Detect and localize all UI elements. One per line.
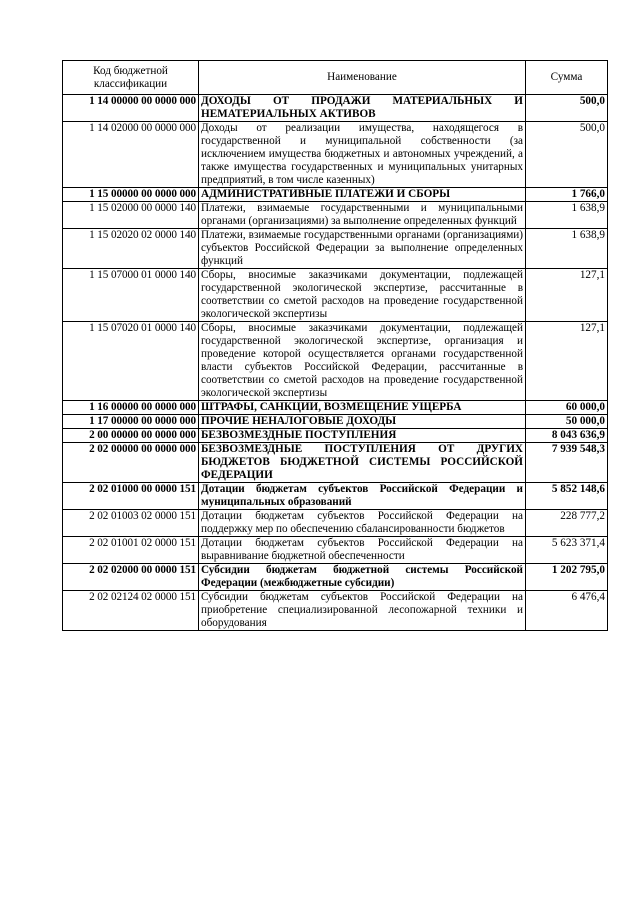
table-body [63, 95, 608, 631]
row-sum-cell: 127,1 [526, 322, 608, 401]
row-code-cell: 1 14 02000 00 0000 000 [63, 122, 199, 188]
budget-revenue-table [62, 60, 608, 631]
row-sum-cell: 500,0 [526, 122, 608, 188]
table-row [63, 269, 608, 322]
row-name-cell: Субсидии бюджетам субъектов Российской Федерации на приобретение специализированной лесопожарной техники и оборудования [199, 591, 526, 631]
row-sum-cell: 5 852 148,6 [526, 483, 608, 510]
row-code-cell: 2 02 02000 00 0000 151 [63, 564, 199, 591]
table-row [63, 510, 608, 537]
row-sum-cell: 1 766,0 [526, 188, 608, 202]
row-sum-cell: 50 000,0 [526, 415, 608, 429]
row-code-cell: 2 02 01000 00 0000 151 [63, 483, 199, 510]
table-row [63, 591, 608, 631]
row-code-cell: 1 15 07000 01 0000 140 [63, 269, 199, 322]
table-row [63, 429, 608, 443]
table-row [63, 229, 608, 269]
row-name-cell: ПРОЧИЕ НЕНАЛОГОВЫЕ ДОХОДЫ [199, 415, 526, 429]
row-code-cell: 1 14 00000 00 0000 000 [63, 95, 199, 122]
row-name-cell: АДМИНИСТРАТИВНЫЕ ПЛАТЕЖИ И СБОРЫ [199, 188, 526, 202]
row-sum-cell: 1 638,9 [526, 202, 608, 229]
row-code-cell: 2 02 02124 02 0000 151 [63, 591, 199, 631]
row-code-cell: 1 15 02000 00 0000 140 [63, 202, 199, 229]
row-sum-cell: 500,0 [526, 95, 608, 122]
table-row [63, 483, 608, 510]
row-code-cell: 1 15 02020 02 0000 140 [63, 229, 199, 269]
table-row [63, 537, 608, 564]
row-name-cell: Дотации бюджетам субъектов Российской Федерации на поддержку мер по обеспечению сбалансированности бюджетов [199, 510, 526, 537]
row-code-cell: 1 15 07020 01 0000 140 [63, 322, 199, 401]
row-sum-cell: 228 777,2 [526, 510, 608, 537]
row-sum-cell: 127,1 [526, 269, 608, 322]
row-name-cell: Доходы от реализации имущества, находящегося в государственной и муниципальной собственности (за исключением имущества бюджетных и автономных учреждений, а также имущества государственных и муниципальных унитарных предприятий, в том числе казенных) [199, 122, 526, 188]
row-code-cell: 1 17 00000 00 0000 000 [63, 415, 199, 429]
table-row [63, 202, 608, 229]
row-code-cell: 2 02 00000 00 0000 000 [63, 443, 199, 483]
row-sum-cell: 1 638,9 [526, 229, 608, 269]
row-name-cell: Субсидии бюджетам бюджетной системы Российской Федерации (межбюджетные субсидии) [199, 564, 526, 591]
row-name-cell: ШТРАФЫ, САНКЦИИ, ВОЗМЕЩЕНИЕ УЩЕРБА [199, 401, 526, 415]
row-sum-cell: 60 000,0 [526, 401, 608, 415]
table-row [63, 188, 608, 202]
row-sum-cell: 1 202 795,0 [526, 564, 608, 591]
row-name-cell: Дотации бюджетам субъектов Российской Федерации на выравнивание бюджетной обеспеченности [199, 537, 526, 564]
row-name-cell: Платежи, взимаемые государственными и муниципальными органами (организациями) за выполнение определенных функций [199, 202, 526, 229]
table-row [63, 95, 608, 122]
table-row [63, 415, 608, 429]
table-row [63, 122, 608, 188]
row-code-cell: 2 02 01003 02 0000 151 [63, 510, 199, 537]
row-code-cell: 2 02 01001 02 0000 151 [63, 537, 199, 564]
row-name-cell: БЕЗВОЗМЕЗДНЫЕ ПОСТУПЛЕНИЯ ОТ ДРУГИХ БЮДЖЕТОВ БЮДЖЕТНОЙ СИСТЕМЫ РОССИЙСКОЙ ФЕДЕРАЦИИ [199, 443, 526, 483]
table-row [63, 322, 608, 401]
row-name-cell: Дотации бюджетам субъектов Российской Федерации и муниципальных образований [199, 483, 526, 510]
header-code: Код бюджетной классификации [63, 61, 199, 95]
header-sum: Сумма [526, 61, 608, 95]
header-name: Наименование [199, 61, 526, 95]
table-header-row [63, 61, 608, 95]
row-name-cell: Сборы, вносимые заказчиками документации, подлежащей государственной экологической экспертизе, рассчитанные в соответствии со сметой расходов на проведение государственной экологической экспертизы [199, 269, 526, 322]
table-row [63, 401, 608, 415]
row-code-cell: 2 00 00000 00 0000 000 [63, 429, 199, 443]
row-code-cell: 1 16 00000 00 0000 000 [63, 401, 199, 415]
row-sum-cell: 6 476,4 [526, 591, 608, 631]
row-sum-cell: 7 939 548,3 [526, 443, 608, 483]
table-row [63, 443, 608, 483]
row-code-cell: 1 15 00000 00 0000 000 [63, 188, 199, 202]
row-name-cell: ДОХОДЫ ОТ ПРОДАЖИ МАТЕРИАЛЬНЫХ И НЕМАТЕРИАЛЬНЫХ АКТИВОВ [199, 95, 526, 122]
row-name-cell: Сборы, вносимые заказчиками документации, подлежащей государственной экологической экспертизе, организация и проведение которой осуществляется органами государственной власти субъектов Российской Федерации, рассчитанные в соответствии со сметой расходов на проведение государственной экологической экспертизы [199, 322, 526, 401]
row-sum-cell: 5 623 371,4 [526, 537, 608, 564]
row-name-cell: Платежи, взимаемые государственными органами (организациями) субъектов Российской Федерации за выполнение определенных функций [199, 229, 526, 269]
row-name-cell: БЕЗВОЗМЕЗДНЫЕ ПОСТУПЛЕНИЯ [199, 429, 526, 443]
table-row [63, 564, 608, 591]
row-sum-cell: 8 043 636,9 [526, 429, 608, 443]
